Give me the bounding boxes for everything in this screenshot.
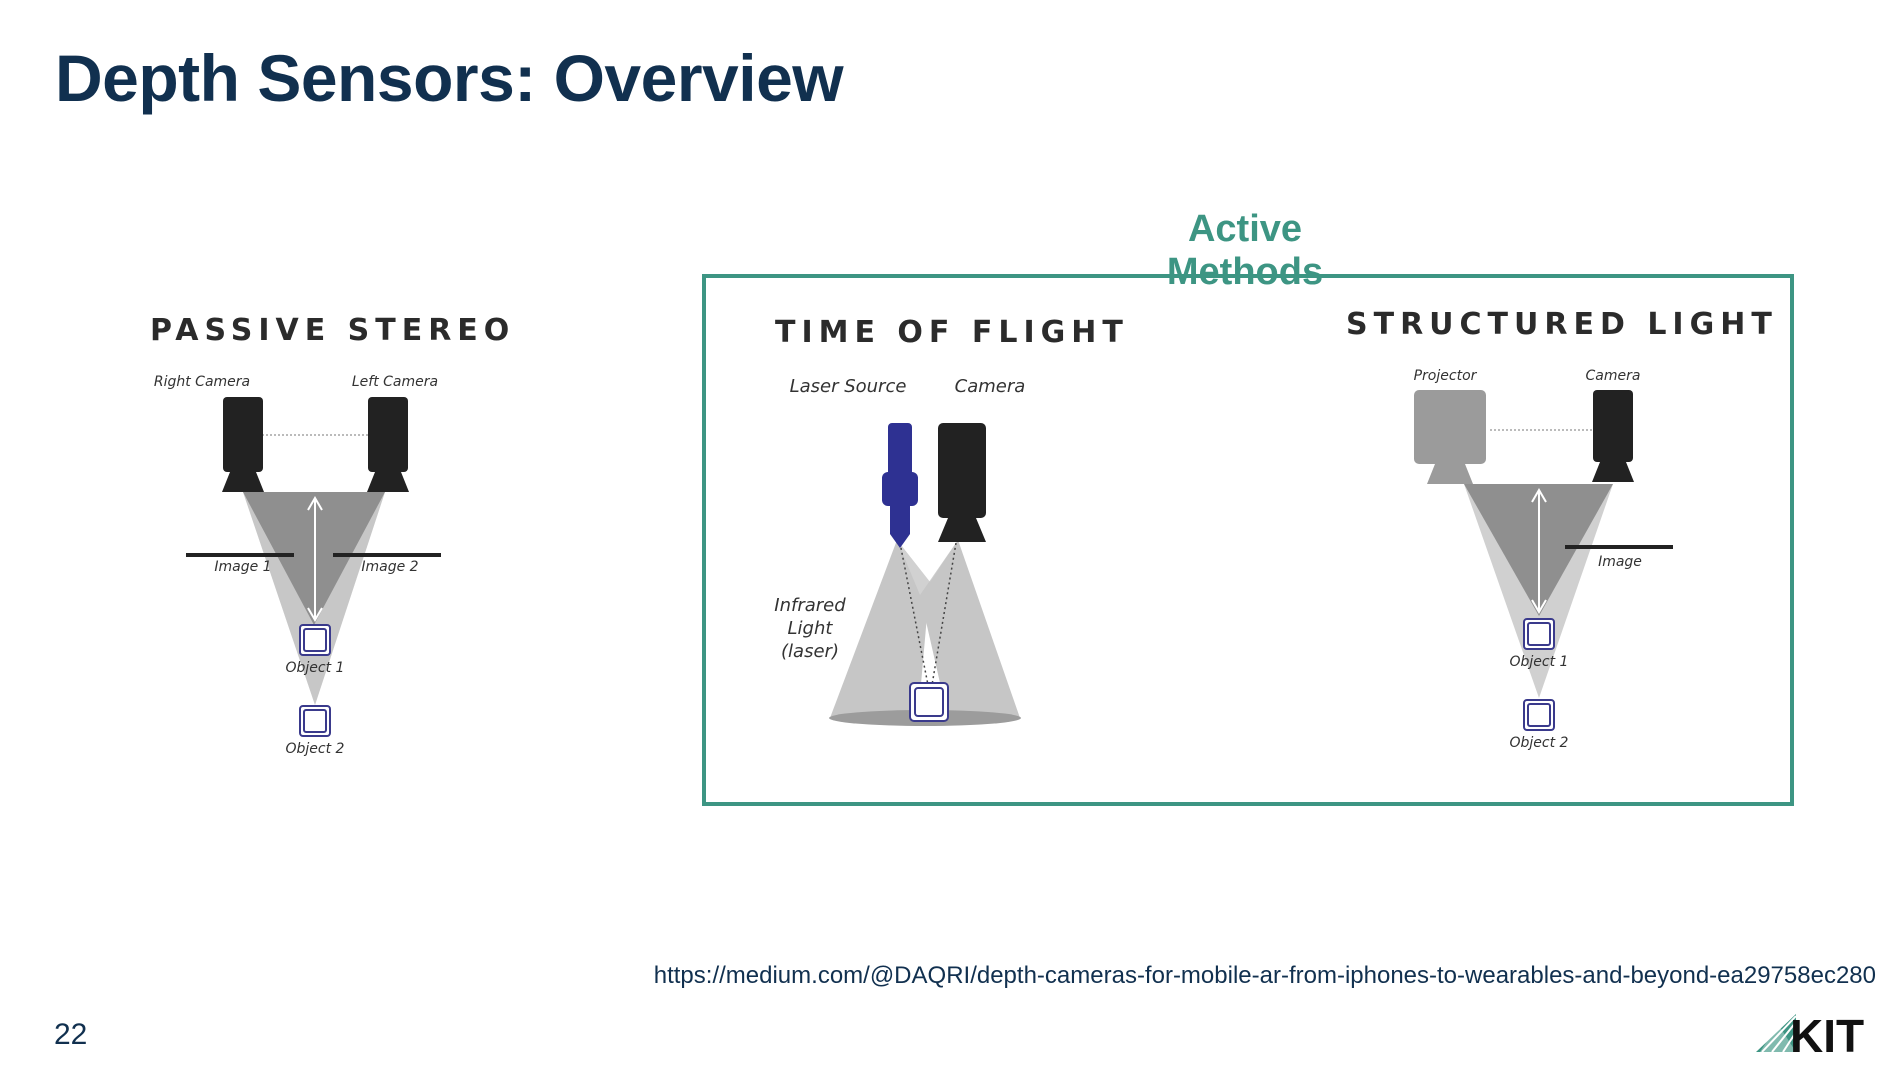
tof-camera-icon [938,423,986,542]
passive-stereo-diagram [140,300,520,780]
right-camera-icon [222,397,264,492]
object1-label: Object 1 [285,660,345,676]
passive-stereo-heading: PASSIVE STEREO [150,313,516,348]
source-link[interactable]: https://medium.com/@DAQRI/depth-cameras-for-mobile-ar-from-iphones-to-wearables-and-beyond-ea29758ec280 [653,962,1876,989]
kit-logo-text: KIT [1790,1010,1865,1056]
sl-object2-label: Object 2 [1509,735,1569,751]
kit-logo [1756,1010,1868,1056]
sl-object2-cube-icon [1524,700,1554,730]
time-of-flight-diagram [760,300,1140,740]
structured-light-diagram [1340,296,1778,776]
projector-icon [1414,390,1486,484]
object2-cube-icon [300,706,330,736]
tof-camera-label: Camera [954,376,1026,397]
projector-label: Projector [1413,368,1477,384]
active-methods-label: Active Methods [1166,208,1324,293]
tof-object-cube-icon [910,683,948,721]
sl-image-label: Image [1598,554,1642,570]
page-number: 22 [54,1018,88,1051]
infrared-label-line1: Infrared [774,595,846,616]
image2-label: Image 2 [361,559,419,575]
object1-cube-icon [300,625,330,655]
laser-source-icon [882,423,918,548]
infrared-label-line3: (laser) [781,641,839,662]
sl-camera-label: Camera [1585,368,1641,384]
right-camera-label: Right Camera [153,374,251,390]
infrared-label-line2: Light [787,618,833,639]
object2-label: Object 2 [285,741,345,757]
sl-camera-icon [1592,390,1634,482]
sl-object1-cube-icon [1524,619,1554,649]
sl-object1-label: Object 1 [1509,654,1569,670]
slide-title: Depth Sensors: Overview [55,41,844,115]
structured-light-heading: STRUCTURED LIGHT [1346,307,1778,342]
image1-label: Image 1 [214,559,272,575]
laser-source-label: Laser Source [789,376,907,397]
left-camera-label: Left Camera [351,374,439,390]
left-camera-icon [367,397,409,492]
time-of-flight-heading: TIME OF FLIGHT [775,315,1129,350]
